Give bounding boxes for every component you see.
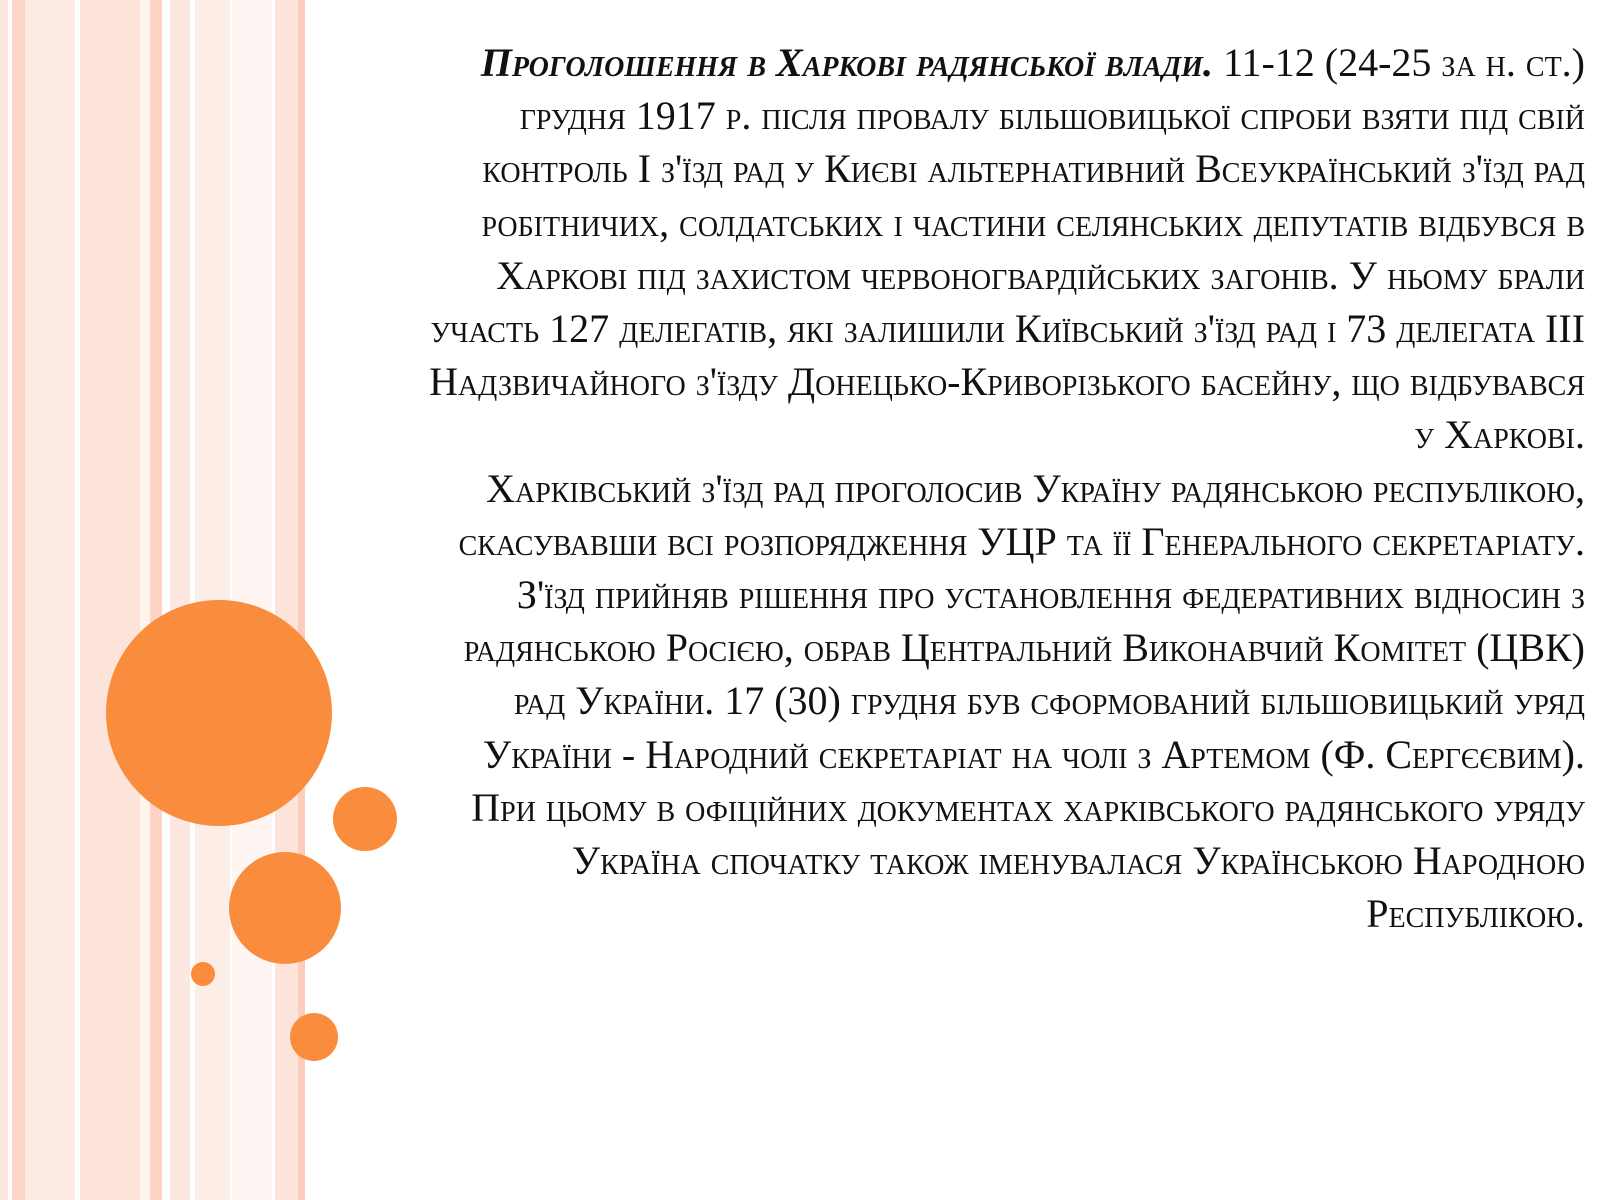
paragraph-1 <box>425 36 1585 462</box>
tiny-circle <box>191 962 215 986</box>
lead-heading: Проголошення в Харкові радянської влади. <box>480 40 1213 85</box>
stripe <box>0 0 8 1200</box>
decorative-stripes <box>0 0 320 1200</box>
stripe <box>170 0 190 1200</box>
small-circle-bottom <box>290 1013 338 1061</box>
stripe <box>80 0 140 1200</box>
paragraph-1-text: 11-12 (24-25 за н. ст.) грудня 1917 р. після провалу більшовицької спроби взяти під свій контроль І з'їзд рад у Києві альтернативний Всеукраїнський з'їзд рад робітничих, солдатських і частини селянських депутатів відбувся в Харкові під захистом червоногвардійських загонів. У ньому брали участь 127 делегатів, які залишили Київський з'їзд рад і 73 делегата III Надзвичайного з'їзду Донецько-Криворізького басейну, що відбувався у Харкові. <box>429 40 1585 458</box>
medium-circle <box>229 852 341 964</box>
slide-text <box>425 36 1585 940</box>
stripe <box>150 0 162 1200</box>
stripe <box>140 0 150 1200</box>
large-circle <box>106 600 332 826</box>
stripe <box>25 0 75 1200</box>
paragraph-2: Харківський з'їзд рад проголосив Україну радянською республікою, скасувавши всі розпорядження УЦР та її Генерального секретаріату. З'їзд прийняв рішення про установлення федеративних відносин з радянською Росією, обрав Центральний Виконавчий Комітет (ЦВК) рад України. 17 (30) грудня був сформований більшовицький уряд України - Народний секретаріат на чолі з Артемом (Ф. Сергєєвим). При цьому в офіційних документах харківського радянського уряду Україна спочатку також іменувалася Українською Народною Республікою. <box>458 465 1585 937</box>
stripe <box>12 0 25 1200</box>
small-circle <box>333 787 397 851</box>
stripe <box>232 0 272 1200</box>
